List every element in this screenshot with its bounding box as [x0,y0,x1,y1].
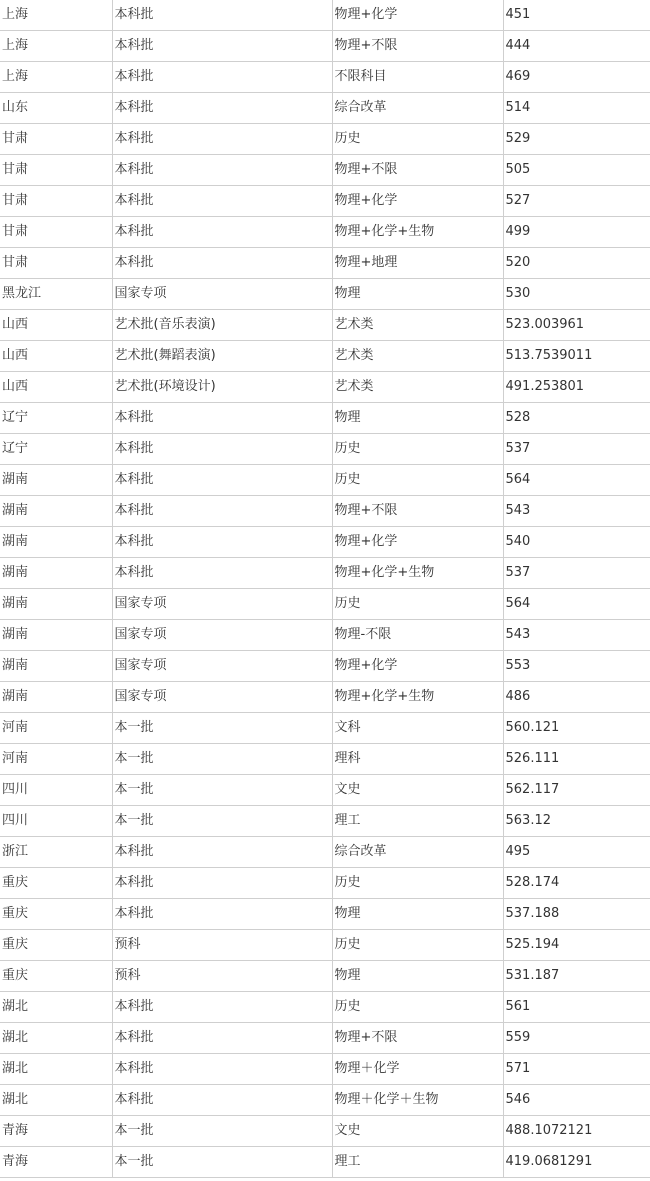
table-row [0,372,650,403]
table-row [0,434,650,465]
province-cell: 辽宁 [0,434,112,465]
table-row [0,899,650,930]
province-cell: 浙江 [0,837,112,868]
subject-cell: 物理+不限 [332,496,503,527]
subject-cell: 不限科目 [332,62,503,93]
table-row [0,0,650,31]
province-cell: 黑龙江 [0,279,112,310]
subject-cell: 理科 [332,744,503,775]
subject-cell: 理工 [332,1147,503,1178]
province-cell: 湖南 [0,620,112,651]
batch-cell: 本科批 [112,527,332,558]
province-cell: 重庆 [0,868,112,899]
batch-cell: 本科批 [112,93,332,124]
batch-cell: 本一批 [112,775,332,806]
batch-cell: 本科批 [112,992,332,1023]
province-cell: 湖北 [0,1023,112,1054]
table-row [0,1147,650,1178]
province-cell: 甘肃 [0,155,112,186]
score-cell: 537 [503,434,650,465]
province-cell: 甘肃 [0,124,112,155]
subject-cell: 综合改革 [332,837,503,868]
province-cell: 河南 [0,744,112,775]
table-row [0,1023,650,1054]
subject-cell: 文科 [332,713,503,744]
score-cell: 523.003961 [503,310,650,341]
table-row [0,713,650,744]
province-cell: 甘肃 [0,217,112,248]
subject-cell: 综合改革 [332,93,503,124]
batch-cell: 本科批 [112,1023,332,1054]
subject-cell: 物理 [332,961,503,992]
table-row [0,744,650,775]
province-cell: 上海 [0,0,112,31]
subject-cell: 物理 [332,403,503,434]
batch-cell: 本一批 [112,1116,332,1147]
score-cell: 491.253801 [503,372,650,403]
province-cell: 重庆 [0,930,112,961]
table-row [0,992,650,1023]
province-cell: 四川 [0,806,112,837]
table-row [0,1085,650,1116]
batch-cell: 本一批 [112,713,332,744]
province-cell: 上海 [0,31,112,62]
score-cell: 564 [503,465,650,496]
score-cell: 526.111 [503,744,650,775]
score-cell: 553 [503,651,650,682]
batch-cell: 本一批 [112,1147,332,1178]
subject-cell: 历史 [332,992,503,1023]
batch-cell: 本一批 [112,744,332,775]
table-row [0,1054,650,1085]
score-cell: 540 [503,527,650,558]
province-cell: 湖南 [0,651,112,682]
table-row [0,589,650,620]
subject-cell: 历史 [332,868,503,899]
score-cell: 444 [503,31,650,62]
subject-cell: 物理+化学 [332,651,503,682]
score-cell: 419.0681291 [503,1147,650,1178]
province-cell: 甘肃 [0,186,112,217]
province-cell: 山西 [0,372,112,403]
table-row [0,837,650,868]
score-cell: 520 [503,248,650,279]
province-cell: 河南 [0,713,112,744]
table-row [0,124,650,155]
subject-cell: 物理+化学 [332,0,503,31]
table-row [0,496,650,527]
subject-cell: 物理+化学 [332,186,503,217]
province-cell: 湖南 [0,496,112,527]
table-row [0,186,650,217]
table-row [0,930,650,961]
subject-cell: 历史 [332,434,503,465]
batch-cell: 国家专项 [112,682,332,713]
batch-cell: 本科批 [112,837,332,868]
batch-cell: 本科批 [112,1054,332,1085]
batch-cell: 国家专项 [112,279,332,310]
subject-cell: 理工 [332,806,503,837]
table-row [0,775,650,806]
score-cell: 505 [503,155,650,186]
score-cell: 525.194 [503,930,650,961]
score-cell: 546 [503,1085,650,1116]
province-cell: 山东 [0,93,112,124]
batch-cell: 国家专项 [112,651,332,682]
score-cell: 528 [503,403,650,434]
province-cell: 重庆 [0,961,112,992]
table-row [0,620,650,651]
score-cell: 564 [503,589,650,620]
table-row [0,682,650,713]
subject-cell: 历史 [332,124,503,155]
table-row [0,465,650,496]
subject-cell: 物理+不限 [332,31,503,62]
score-cell: 543 [503,620,650,651]
score-cell: 513.7539011 [503,341,650,372]
batch-cell: 本科批 [112,155,332,186]
table-row [0,1116,650,1147]
score-cell: 571 [503,1054,650,1085]
subject-cell: 物理+化学+生物 [332,217,503,248]
batch-cell: 预科 [112,961,332,992]
subject-cell: 文史 [332,1116,503,1147]
subject-cell: 艺术类 [332,341,503,372]
batch-cell: 本科批 [112,1085,332,1116]
subject-cell: 物理 [332,279,503,310]
score-cell: 528.174 [503,868,650,899]
subject-cell: 物理+不限 [332,155,503,186]
score-cell: 560.121 [503,713,650,744]
score-cell: 499 [503,217,650,248]
province-cell: 湖南 [0,465,112,496]
province-cell: 山西 [0,341,112,372]
subject-cell: 艺术类 [332,372,503,403]
table-row [0,341,650,372]
batch-cell: 本科批 [112,899,332,930]
score-cell: 495 [503,837,650,868]
province-cell: 湖南 [0,527,112,558]
subject-cell: 历史 [332,930,503,961]
table-row [0,62,650,93]
province-cell: 甘肃 [0,248,112,279]
batch-cell: 本一批 [112,806,332,837]
province-cell: 青海 [0,1147,112,1178]
batch-cell: 国家专项 [112,620,332,651]
batch-cell: 本科批 [112,0,332,31]
subject-cell: 物理+化学 [332,527,503,558]
subject-cell: 物理+化学+生物 [332,558,503,589]
table-row [0,527,650,558]
province-cell: 湖北 [0,1085,112,1116]
province-cell: 湖南 [0,558,112,589]
table-row [0,310,650,341]
table-row [0,248,650,279]
subject-cell: 物理＋化学＋生物 [332,1085,503,1116]
table-row [0,651,650,682]
score-cell: 527 [503,186,650,217]
table-row [0,403,650,434]
subject-cell: 物理＋化学 [332,1054,503,1085]
score-cell: 488.1072121 [503,1116,650,1147]
table-row [0,31,650,62]
batch-cell: 本科批 [112,248,332,279]
province-cell: 湖北 [0,992,112,1023]
province-cell: 上海 [0,62,112,93]
subject-cell: 文史 [332,775,503,806]
score-cell: 537.188 [503,899,650,930]
subject-cell: 物理+化学+生物 [332,682,503,713]
subject-cell: 物理 [332,899,503,930]
table-row [0,868,650,899]
batch-cell: 艺术批(舞蹈表演) [112,341,332,372]
score-cell: 529 [503,124,650,155]
batch-cell: 本科批 [112,465,332,496]
table-row [0,558,650,589]
score-cell: 486 [503,682,650,713]
province-cell: 辽宁 [0,403,112,434]
province-cell: 湖北 [0,1054,112,1085]
batch-cell: 预科 [112,930,332,961]
score-cell: 530 [503,279,650,310]
table-row [0,93,650,124]
table-row [0,961,650,992]
batch-cell: 本科批 [112,217,332,248]
table-row [0,806,650,837]
subject-cell: 物理-不限 [332,620,503,651]
province-cell: 重庆 [0,899,112,930]
score-cell: 563.12 [503,806,650,837]
batch-cell: 本科批 [112,496,332,527]
batch-cell: 本科批 [112,31,332,62]
subject-cell: 艺术类 [332,310,503,341]
province-cell: 青海 [0,1116,112,1147]
batch-cell: 本科批 [112,124,332,155]
table-row [0,217,650,248]
batch-cell: 艺术批(环境设计) [112,372,332,403]
score-cell: 451 [503,0,650,31]
subject-cell: 历史 [332,465,503,496]
province-cell: 湖南 [0,589,112,620]
batch-cell: 艺术批(音乐表演) [112,310,332,341]
province-cell: 湖南 [0,682,112,713]
province-cell: 四川 [0,775,112,806]
province-cell: 山西 [0,310,112,341]
score-cell: 469 [503,62,650,93]
score-cell: 514 [503,93,650,124]
table-row [0,279,650,310]
subject-cell: 物理+不限 [332,1023,503,1054]
score-cell: 561 [503,992,650,1023]
batch-cell: 本科批 [112,403,332,434]
batch-cell: 本科批 [112,558,332,589]
score-cell: 562.117 [503,775,650,806]
batch-cell: 国家专项 [112,589,332,620]
score-cell: 537 [503,558,650,589]
score-cell: 531.187 [503,961,650,992]
table-row [0,155,650,186]
subject-cell: 物理+地理 [332,248,503,279]
score-cell: 559 [503,1023,650,1054]
score-cell: 543 [503,496,650,527]
subject-cell: 历史 [332,589,503,620]
batch-cell: 本科批 [112,868,332,899]
batch-cell: 本科批 [112,62,332,93]
batch-cell: 本科批 [112,434,332,465]
batch-cell: 本科批 [112,186,332,217]
